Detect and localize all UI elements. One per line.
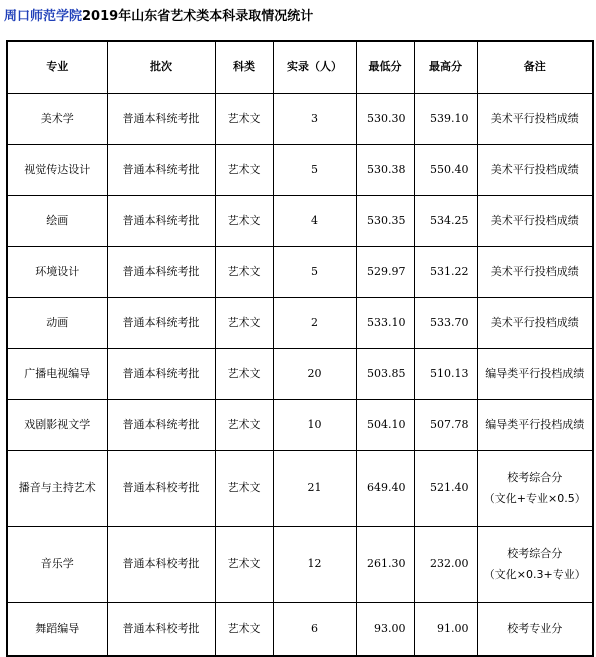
enrolled-cell: 6 (273, 603, 356, 657)
note-line: 校考专业分 (507, 621, 563, 635)
category-cell: 艺术文 (215, 145, 273, 196)
category-cell: 艺术文 (215, 196, 273, 247)
enrolled-cell: 5 (273, 247, 356, 298)
major-cell: 动画 (7, 298, 107, 349)
category-cell: 艺术文 (215, 527, 273, 603)
table-row (7, 451, 593, 527)
max-score-cell: 539.10 (414, 94, 477, 145)
enrolled-cell: 10 (273, 400, 356, 451)
batch-cell: 普通本科统考批 (107, 247, 215, 298)
table-row (7, 94, 593, 145)
table-row (7, 349, 593, 400)
min-score-cell: 649.40 (356, 451, 414, 527)
note-line: 编导类平行投档成绩 (485, 366, 585, 380)
note-cell (477, 527, 593, 603)
max-score-cell: 232.00 (414, 527, 477, 603)
note-cell (477, 400, 593, 451)
table-row (7, 298, 593, 349)
max-score-cell: 507.78 (414, 400, 477, 451)
min-score-cell: 530.30 (356, 94, 414, 145)
major-cell: 音乐学 (7, 527, 107, 603)
note-cell (477, 247, 593, 298)
note-line: 美术平行投档成绩 (490, 315, 579, 329)
major-cell: 广播电视编导 (7, 349, 107, 400)
max-score-cell: 533.70 (414, 298, 477, 349)
min-score-cell: 530.35 (356, 196, 414, 247)
min-score-cell: 504.10 (356, 400, 414, 451)
enrolled-cell: 2 (273, 298, 356, 349)
batch-cell: 普通本科校考批 (107, 451, 215, 527)
major-cell: 戏剧影视文学 (7, 400, 107, 451)
table-row (7, 527, 593, 603)
note-line: 校考综合分 (507, 470, 563, 484)
major-cell: 播音与主持艺术 (7, 451, 107, 527)
batch-cell: 普通本科统考批 (107, 145, 215, 196)
table-row (7, 400, 593, 451)
note-cell (477, 603, 593, 657)
batch-cell: 普通本科统考批 (107, 94, 215, 145)
min-score-cell: 503.85 (356, 349, 414, 400)
header-min-score: 最低分 (356, 41, 414, 94)
max-score-cell: 510.13 (414, 349, 477, 400)
category-cell: 艺术文 (215, 451, 273, 527)
major-cell: 环境设计 (7, 247, 107, 298)
batch-cell: 普通本科统考批 (107, 349, 215, 400)
note-line: 美术平行投档成绩 (490, 213, 579, 227)
admission-table (6, 40, 594, 657)
min-score-cell: 261.30 (356, 527, 414, 603)
header-enrolled: 实录（人） (273, 41, 356, 94)
header-note: 备注 (477, 41, 593, 94)
note-cell (477, 196, 593, 247)
batch-cell: 普通本科统考批 (107, 196, 215, 247)
category-cell: 艺术文 (215, 400, 273, 451)
enrolled-cell: 20 (273, 349, 356, 400)
enrolled-cell: 5 (273, 145, 356, 196)
enrolled-cell: 3 (273, 94, 356, 145)
note-line: （文化×0.3+专业） (483, 567, 586, 581)
batch-cell: 普通本科统考批 (107, 298, 215, 349)
header-category: 科类 (215, 41, 273, 94)
max-score-cell: 534.25 (414, 196, 477, 247)
min-score-cell: 93.00 (356, 603, 414, 657)
note-cell (477, 298, 593, 349)
note-line: 校考综合分 (507, 546, 563, 560)
note-cell (477, 145, 593, 196)
max-score-cell: 91.00 (414, 603, 477, 657)
note-line: 美术平行投档成绩 (490, 111, 579, 125)
table-header-row (7, 41, 593, 94)
note-line: （文化+专业×0.5） (483, 491, 586, 505)
note-line: 美术平行投档成绩 (490, 264, 579, 278)
major-cell: 绘画 (7, 196, 107, 247)
min-score-cell: 533.10 (356, 298, 414, 349)
batch-cell: 普通本科统考批 (107, 400, 215, 451)
min-score-cell: 530.38 (356, 145, 414, 196)
batch-cell: 普通本科校考批 (107, 603, 215, 657)
table-row (7, 196, 593, 247)
header-major: 专业 (7, 41, 107, 94)
category-cell: 艺术文 (215, 298, 273, 349)
max-score-cell: 521.40 (414, 451, 477, 527)
batch-cell: 普通本科校考批 (107, 527, 215, 603)
max-score-cell: 531.22 (414, 247, 477, 298)
table-body (7, 94, 593, 657)
table-row (7, 247, 593, 298)
major-cell: 舞蹈编导 (7, 603, 107, 657)
note-cell (477, 94, 593, 145)
major-cell: 美术学 (7, 94, 107, 145)
school-name: 周口师范学院 (4, 9, 83, 24)
header-batch: 批次 (107, 41, 215, 94)
page-title (4, 5, 313, 24)
table-row (7, 145, 593, 196)
enrolled-cell: 12 (273, 527, 356, 603)
enrolled-cell: 4 (273, 196, 356, 247)
note-cell (477, 451, 593, 527)
note-cell (477, 349, 593, 400)
enrolled-cell: 21 (273, 451, 356, 527)
category-cell: 艺术文 (215, 94, 273, 145)
min-score-cell: 529.97 (356, 247, 414, 298)
category-cell: 艺术文 (215, 349, 273, 400)
category-cell: 艺术文 (215, 247, 273, 298)
major-cell: 视觉传达设计 (7, 145, 107, 196)
header-max-score: 最高分 (414, 41, 477, 94)
category-cell: 艺术文 (215, 603, 273, 657)
note-line: 美术平行投档成绩 (490, 162, 579, 176)
note-line: 编导类平行投档成绩 (485, 417, 585, 431)
table-row (7, 603, 593, 657)
max-score-cell: 550.40 (414, 145, 477, 196)
title-text: 2019年山东省艺术类本科录取情况统计 (82, 9, 314, 24)
